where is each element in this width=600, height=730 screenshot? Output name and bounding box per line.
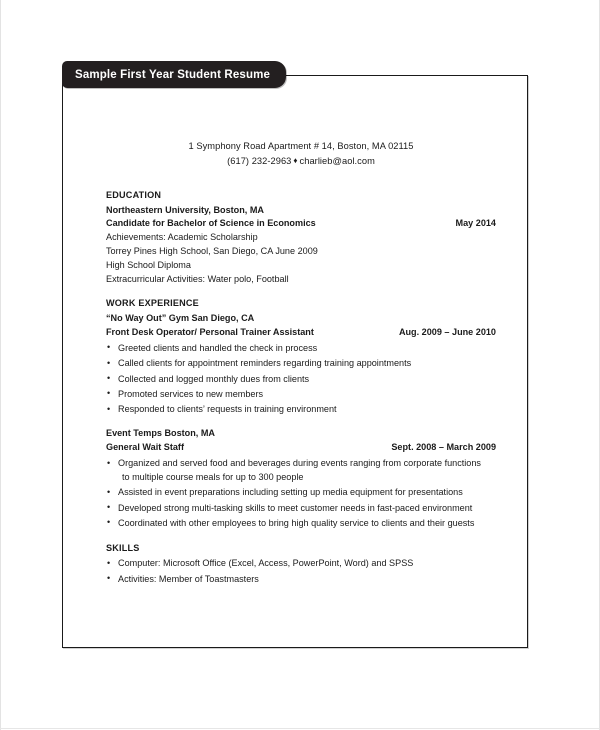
bullet-text: Activities: Member of Toastmasters — [118, 573, 259, 584]
document-title-tab-label: Sample First Year Student Resume — [75, 68, 271, 81]
job-spacer — [106, 418, 496, 427]
education-degree-row — [106, 217, 496, 231]
skills-bullet-list — [106, 557, 496, 586]
diamond-separator-icon: ♦ — [293, 155, 298, 165]
bullet-text: Computer: Microsoft Office (Excel, Access, PowerPoint, Word) and SPSS — [118, 558, 414, 569]
work-experience-heading: WORK EXPERIENCE — [106, 298, 199, 309]
page-edge-left — [0, 0, 1, 730]
contact-phone-email — [106, 154, 496, 169]
bullet-dot-icon: • — [107, 388, 111, 399]
education-heading: EDUCATION — [106, 189, 162, 200]
bullet-dot-icon: • — [107, 342, 111, 353]
bullet-item — [106, 517, 496, 531]
job-employer: Event Temps Boston, MA — [106, 428, 215, 439]
bullet-text: Called clients for appointment reminders regarding training appointments — [118, 358, 412, 369]
section-skills — [106, 542, 496, 587]
education-degree: Candidate for Bachelor of Science in Economics — [106, 218, 316, 229]
education-high-school-degree: High School Diploma — [106, 259, 191, 270]
document-title-tab — [62, 61, 286, 88]
resume-content — [106, 139, 496, 598]
bullet-item — [106, 557, 496, 571]
resume-page — [62, 75, 528, 648]
bullet-dot-icon: • — [107, 457, 111, 468]
bullet-item — [106, 357, 496, 371]
section-education — [106, 189, 496, 287]
bullet-item — [106, 486, 496, 500]
education-degree-date: May 2014 — [455, 218, 496, 229]
education-extracurricular: Extracurricular Activities: Water polo, Football — [106, 273, 289, 284]
bullet-text: Organized and served food and beverages during events ranging from corporate functions — [118, 458, 481, 469]
bullet-text: Coordinated with other employees to bring high quality service to clients and their guests — [118, 517, 475, 528]
bullet-item — [106, 342, 496, 356]
job-title-row — [106, 441, 496, 455]
bullet-dot-icon: • — [107, 373, 111, 383]
job-title: Front Desk Operator/ Personal Trainer Assistant — [106, 327, 314, 338]
bullet-text: Collected and logged monthly dues from clients — [118, 373, 310, 384]
bullet-dot-icon: • — [107, 517, 111, 528]
section-work-experience — [106, 297, 496, 530]
job-entry — [106, 312, 496, 417]
education-high-school: Torrey Pines High School, San Diego, CA June 2009 — [106, 246, 318, 256]
bullet-dot-icon: • — [107, 486, 111, 497]
bullet-dot-icon: • — [107, 357, 111, 368]
contact-email: charlieb@aol.com — [299, 155, 375, 166]
bullet-text: Promoted services to new members — [118, 388, 264, 399]
bullet-continuation: to multiple course meals for up to 300 people — [122, 471, 304, 482]
bullet-dot-icon: • — [107, 403, 111, 414]
bullet-item — [106, 457, 496, 485]
skills-heading: SKILLS — [106, 542, 140, 553]
job-employer: “No Way Out” Gym San Diego, CA — [106, 313, 255, 324]
bullet-text: Greeted clients and handled the check in process — [118, 342, 318, 353]
bullet-item — [106, 502, 496, 516]
contact-address: 1 Symphony Road Apartment # 14, Boston, MA 02115 — [188, 141, 414, 151]
bullet-text: Responded to clients’ requests in training environment — [118, 404, 337, 415]
education-school: Northeastern University, Boston, MA — [106, 204, 264, 215]
job-date: Aug. 2009 – June 2010 — [398, 327, 496, 338]
bullet-item — [106, 373, 496, 387]
contact-header — [106, 139, 496, 169]
bullet-item — [106, 388, 496, 402]
job-title-row — [106, 326, 496, 340]
bullet-text: Assisted in event preparations including setting up media equipment for presentations — [118, 487, 463, 498]
job-bullet-list — [106, 457, 496, 531]
job-entry — [106, 427, 496, 530]
bullet-text: Developed strong multi-tasking skills to meet customer needs in fast-paced environment — [118, 502, 473, 513]
job-date: Sept. 2008 – March 2009 — [391, 442, 496, 453]
bullet-item — [106, 573, 496, 587]
bullet-dot-icon: • — [107, 557, 111, 568]
job-bullet-list — [106, 342, 496, 417]
bullet-dot-icon: • — [107, 502, 111, 512]
contact-phone: (617) 232-2963 — [227, 155, 292, 166]
bullet-item — [106, 403, 496, 417]
education-achievements: Achievements: Academic Scholarship — [106, 232, 258, 243]
page-edge-bottom — [0, 728, 600, 729]
job-title: General Wait Staff — [106, 442, 184, 453]
bullet-dot-icon: • — [107, 573, 111, 584]
